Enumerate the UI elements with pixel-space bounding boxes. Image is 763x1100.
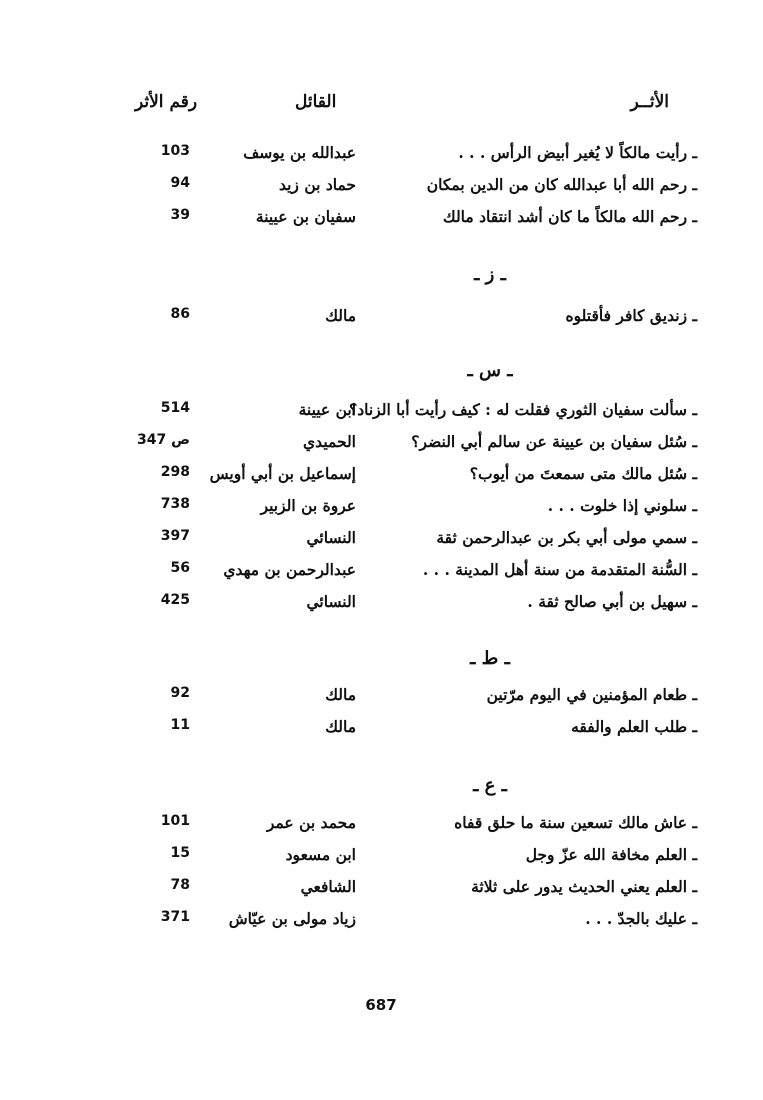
qail-name: زياد مولى بن عيّاش: [228, 909, 356, 928]
athar-text: ـ طلب العلم والفقه: [571, 717, 697, 736]
qail-name: عبدالرحمن بن مهدي: [223, 560, 356, 579]
qail-name: النسائي: [306, 528, 356, 547]
athar-text: ـ رحم الله أبا عبدالله كان من الدين بمكان: [426, 175, 697, 194]
athar-number: 101: [160, 813, 190, 829]
qail-name: عبدالله بن يوسف: [243, 143, 356, 162]
table-row: [0, 813, 763, 843]
athar-text: ـ العلم يعني الحديث يدور على ثلاثة: [471, 877, 697, 896]
table-row: [0, 306, 763, 336]
athar-number: 103: [160, 143, 190, 159]
athar-number: 514: [160, 400, 190, 416]
table-row: [0, 175, 763, 205]
qail-name: النسائي: [306, 592, 356, 611]
section-heading-zay: [0, 264, 763, 294]
qail-name: ابن مسعود: [285, 845, 356, 864]
table-row: [0, 207, 763, 237]
table-row: [0, 496, 763, 526]
table-row: [0, 464, 763, 494]
athar-text: ـ سُئل مالك متى سمعتَ من أيوب؟: [469, 464, 697, 483]
qail-name: مالك: [325, 306, 356, 325]
athar-text: ـ العلم مخافة الله عزّ وجل: [525, 845, 697, 864]
qail-name: سفيان بن عيينة: [255, 207, 356, 226]
athar-number: 39: [170, 207, 190, 223]
table-row: [0, 717, 763, 747]
section-heading-ta: [0, 648, 763, 678]
athar-text: ـ سلوني إذا خلوت . . .: [547, 496, 697, 515]
athar-text: ـ طعام المؤمنين في اليوم مرّتين: [486, 685, 697, 704]
table-row: [0, 877, 763, 907]
athar-number: 11: [170, 717, 190, 733]
table-row: [0, 845, 763, 875]
athar-text: ـ رأيت مالكاً لا يُغير أبيض الرأس . . .: [458, 143, 697, 162]
athar-number: 86: [170, 306, 190, 322]
athar-number: ص 347: [137, 432, 190, 448]
section-letter: ـ س ـ: [467, 360, 513, 381]
qail-name: الحميدي: [303, 432, 356, 451]
column-header-qail: القائل: [295, 92, 337, 112]
athar-text: ـ سُئل سفيان بن عيينة عن سالم أبي النضر؟: [411, 432, 697, 451]
qail-name: إسماعيل بن أبي أويس: [209, 464, 356, 483]
table-row: [0, 432, 763, 462]
section-heading-sin: [0, 360, 763, 390]
athar-text: ـ سألت سفيان الثوري فقلت له : كيف رأيت أبا الزناد؟: [349, 400, 697, 419]
table-row: [0, 400, 763, 430]
table-row: [0, 528, 763, 558]
table-row: [0, 685, 763, 715]
table-row: [0, 143, 763, 173]
athar-number: 94: [170, 175, 190, 191]
qail-name: مالك: [325, 717, 356, 736]
athar-number: 298: [160, 464, 190, 480]
page-number: 687: [365, 996, 397, 1014]
athar-number: 78: [170, 877, 190, 893]
athar-text: ـ رحم الله مالكاً ما كان أشد انتقاد مالك: [442, 207, 697, 226]
athar-number: 738: [160, 496, 190, 512]
qail-name: الشافعي: [300, 877, 356, 896]
athar-text: ـ سمي مولى أبي بكر بن عبدالرحمن ثقة: [436, 528, 697, 547]
athar-number: 397: [160, 528, 190, 544]
qail-name: عروة بن الزبير: [260, 496, 356, 515]
section-heading-ain: [0, 775, 763, 805]
table-row: [0, 909, 763, 939]
column-header-athar: الأثــر: [630, 92, 669, 112]
athar-text: ـ السُّنة المتقدمة من سنة أهل المدينة . . .: [422, 560, 697, 579]
athar-number: 56: [170, 560, 190, 576]
section-letter: ـ ط ـ: [470, 648, 510, 669]
qail-name: حماد بن زيد: [278, 175, 356, 194]
athar-number: 92: [170, 685, 190, 701]
section-letter: ـ ع ـ: [473, 775, 507, 796]
athar-text: ـ زنديق كافر فأقتلوه: [565, 306, 697, 325]
column-header-number: رقم الأثر: [135, 92, 198, 112]
qail-name: ابن عيينة: [298, 400, 356, 419]
table-row: [0, 592, 763, 622]
athar-number: 425: [160, 592, 190, 608]
athar-text: ـ عاش مالك تسعين سنة ما حلق قفاه: [454, 813, 697, 832]
athar-text: ـ عليك بالجدّ . . .: [585, 909, 697, 928]
section-letter: ـ ز ـ: [474, 264, 506, 285]
athar-number: 15: [170, 845, 190, 861]
athar-text: ـ سهيل بن أبي صالح ثقة .: [527, 592, 697, 611]
qail-name: محمد بن عمر: [266, 813, 356, 832]
table-row: [0, 560, 763, 590]
athar-number: 371: [160, 909, 190, 925]
qail-name: مالك: [325, 685, 356, 704]
